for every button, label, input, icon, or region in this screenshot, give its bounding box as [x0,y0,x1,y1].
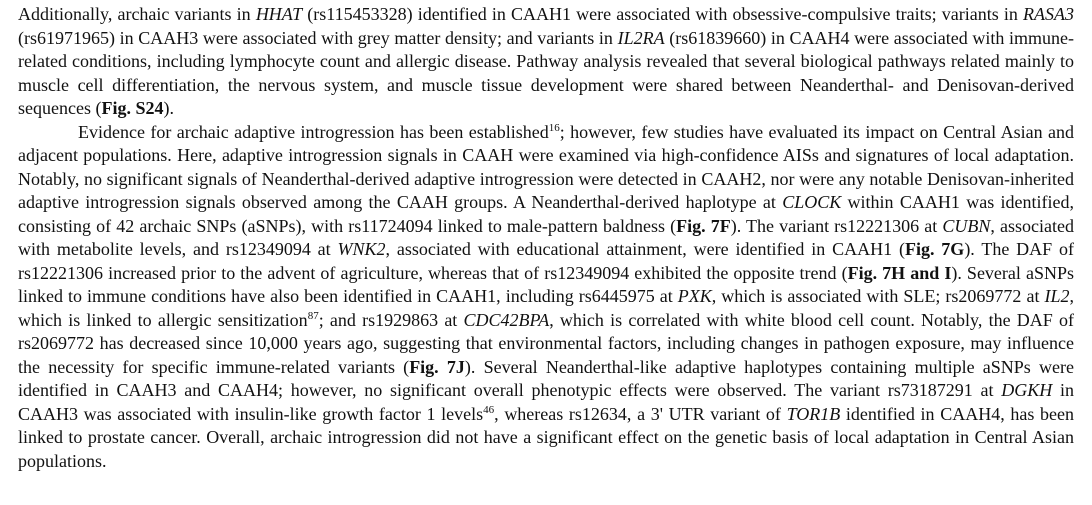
text-run: ). Several aSNPs linked to immune conditions have also been identified in CAAH1, including rs6445975 at [18,262,1075,306]
text-run: , which is linked to allergic sensitization [18,286,1074,330]
gene-name: HHAT [255,4,303,24]
paragraph-adaptive-introgression [18,121,1074,474]
text-run: ). [163,98,174,118]
text-run: ). The variant rs12221306 at [730,215,943,236]
text-run: Additionally, archaic variants in [18,4,256,24]
figure-reference: Fig. 7F [676,215,731,236]
text-run: , which is correlated with white blood cell count. Notably, the DAF of rs2069772 has decreased since 10,000 years ago, suggesting that environmental factors, including changes in pathogen exposure, may influence the necessity for specific immune-related variants ( [18,309,1075,377]
text-run: (rs61839660) in CAAH4 were associated with immune-related conditions, including lymphocyte count and allergic disease. Pathway analysis revealed that several biological pathways related mainly to muscle cell differentiation, the nervous system, and muscle tissue development were shared between Neanderthal- and Denisovan-derived sequences ( [18,27,1074,118]
text-run: , which is associated with SLE; rs2069772 at [711,286,1045,306]
text-run: (rs61971965) in CAAH3 were associated with grey matter density; and variants in [18,27,618,48]
text-run: identified in CAAH4, has been linked to prostate cancer. Overall, archaic introgression did not have a significant effect on the genetic basis of local adaptation in Central Asian populations. [18,403,1074,471]
figure-reference: Fig. S24 [101,98,164,118]
gene-name: IL2RA [617,27,665,48]
gene-name: RASA3 [1023,4,1074,24]
text-run: in CAAH3 was associated with insulin-like growth factor 1 levels [18,380,1074,424]
figure-reference: Fig. 7G [904,239,965,259]
text-run: , associated with educational attainment, were identified in CAAH1 ( [385,239,905,259]
gene-name: DGKH [1001,380,1053,400]
gene-name: CDC42BPA [463,309,550,330]
gene-name: TOR1B [786,403,841,424]
text-run: ; and rs1929863 at [318,309,464,330]
citation-superscript: 16 [548,121,560,134]
gene-name: PXK [677,286,712,306]
text-run: ). The DAF of rs12221306 increased prior to the advent of agriculture, whereas that of rs12349094 exhibited the opposite trend ( [18,239,1074,283]
gene-name: CLOCK [782,192,842,212]
citation-superscript: 87 [307,309,319,322]
text-run: ; however, few studies have evaluated its impact on Central Asian and adjacent populations. Here, adaptive introgression signals in CAAH were examined via high-confidence AISs and signatures of local adaptation. Notably, no significant signals of Neanderthal-derived adaptive introgression were detected in CAAH2, nor were any notable Denisovan-inherited adaptive introgression signals observed among the CAAH groups. A Neanderthal-derived haplotype at [18,121,1074,212]
citation-superscript: 46 [483,403,495,416]
gene-name: CUBN [942,215,991,236]
figure-reference: Fig. 7J [409,356,465,377]
text-run: (rs115453328) identified in CAAH1 were associated with obsessive-compulsive traits; variants in [302,4,1023,24]
figure-reference: Fig. 7H and I [847,262,952,283]
text-run: Evidence for archaic adaptive introgression has been established [78,121,549,142]
paragraph-archaic-variants [18,3,1074,121]
text-run: within CAAH1 was identified, consisting of 42 archaic SNPs (aSNPs), with rs11724094 linked to male-pattern baldness ( [18,192,1074,236]
text-run: ). Several Neanderthal-like adaptive haplotypes containing multiple aSNPs were identified in CAAH3 and CAAH4; however, no significant overall phenotypic effects were observed. The variant rs73187291 at [18,356,1074,400]
gene-name: WNK2 [337,239,386,259]
text-run: , associated with metabolite levels, and rs12349094 at [18,215,1075,259]
text-run: , whereas rs12634, a 3' UTR variant of [494,403,787,424]
gene-name: IL2 [1044,286,1070,306]
